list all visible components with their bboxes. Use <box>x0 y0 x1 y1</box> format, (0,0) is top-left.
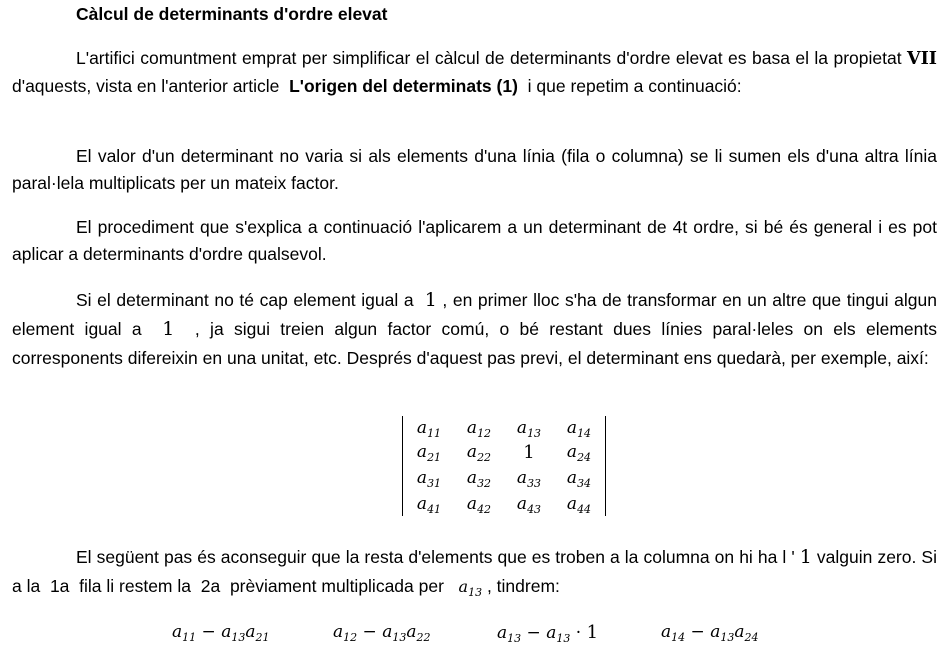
p5-text-b: valguin zero. Si a la <box>12 547 937 596</box>
matrix-cell <box>455 494 503 516</box>
matrix-cell <box>505 494 553 516</box>
expr-subscript: 13 <box>507 632 522 645</box>
expr-term: 1 <box>586 622 599 643</box>
matrix-cell-base: a <box>566 468 578 488</box>
matrix-cell-base: 1 <box>523 442 535 463</box>
expr-operator: · <box>570 623 587 643</box>
matrix-cell-subscript: 34 <box>577 477 592 490</box>
expr-term: a <box>497 623 508 643</box>
matrix-cell <box>555 418 603 440</box>
matrix-cell-subscript: 14 <box>577 427 592 440</box>
determinant-matrix <box>402 416 606 516</box>
expr-operator: − <box>685 622 711 642</box>
paragraph-4 <box>12 286 937 373</box>
number-one: 1 <box>799 546 812 568</box>
matrix-cell-base: a <box>566 418 578 438</box>
article-link[interactable]: L'origen del determinats (1) <box>289 76 518 96</box>
roman-numeral: VII <box>907 49 937 69</box>
expression <box>172 622 269 644</box>
matrix-cell-base: a <box>516 494 528 514</box>
matrix-cell-base: a <box>516 468 528 488</box>
matrix-cell-subscript: 31 <box>427 477 442 490</box>
expr-term: a <box>546 623 557 643</box>
expr-term: a <box>382 622 393 642</box>
matrix-cell-base: a <box>466 418 478 438</box>
expr-subscript: 22 <box>416 631 431 644</box>
matrix-cell-subscript: 24 <box>577 451 592 464</box>
number-one: 1 <box>162 318 175 340</box>
paragraph-3: El procediment que s'explica a continuació l'aplicarem a un determinant de 4t ordre, si bé és general i es pot aplicar a determinants d'ordre qualsevol. <box>12 217 937 264</box>
expr-subscript: 13 <box>556 632 571 645</box>
matrix-cell-subscript: 12 <box>477 427 492 440</box>
matrix-cell <box>555 494 603 516</box>
factor-a13: $a_{13}$ <box>458 577 483 599</box>
expr-term: a <box>172 622 183 642</box>
expr-term: a <box>245 622 256 642</box>
p1-text-c: i que repetim a continuació: <box>527 76 742 96</box>
matrix-cell-base: a <box>466 442 478 462</box>
matrix-cell <box>405 468 453 490</box>
matrix-cell-base: a <box>466 494 478 514</box>
expression <box>661 622 758 644</box>
matrix-cell-subscript: 22 <box>477 451 492 464</box>
matrix-cell <box>555 468 603 490</box>
paragraph-2: El valor d'un determinant no varia si als elements d'una línia (fila o columna) se li sumen els d'una altra línia paral·lela multiplicats per un mateix factor. <box>12 146 937 193</box>
matrix-cell <box>405 442 453 464</box>
expr-term: a <box>333 622 344 642</box>
matrix-cell-base: a <box>416 442 428 462</box>
expr-subscript: 21 <box>255 631 270 644</box>
expr-term: a <box>734 622 745 642</box>
p1-text-a: L'artifici comuntment emprat per simplificar el càlcul de determinants d'ordre elevat es basa el la propietat <box>76 48 902 68</box>
p5-text-c: fila li restem la <box>79 576 191 596</box>
matrix-cell-base: a <box>416 418 428 438</box>
paragraph-1 <box>12 45 937 100</box>
matrix-cell-subscript: 32 <box>477 477 492 490</box>
matrix-cell <box>455 442 503 464</box>
expr-subscript: 14 <box>671 631 686 644</box>
p4-text-a: Si el determinant no té cap element igual a <box>76 290 414 310</box>
paragraph-5 <box>12 543 937 607</box>
expr-operator: − <box>521 623 547 643</box>
p1-text-b: d'aquests, vista en l'anterior article <box>12 76 280 96</box>
expr-term: a <box>661 622 672 642</box>
p5-text-d: prèviament multiplicada per <box>229 576 444 596</box>
row-ref-2a: 2a <box>200 576 221 596</box>
expr-subscript: 24 <box>744 631 759 644</box>
expr-subscript: 13 <box>720 631 735 644</box>
matrix-cell <box>505 418 553 440</box>
expr-subscript: 11 <box>182 631 197 644</box>
expr-subscript: 13 <box>231 631 246 644</box>
expr-operator: − <box>196 622 222 642</box>
matrix-cell-subscript: 11 <box>427 427 442 440</box>
p5-text-a: El següent pas és aconseguir que la resta d'elements que es troben a la columna on hi ha l ' <box>76 547 795 567</box>
matrix-cell-base: a <box>416 468 428 488</box>
matrix-cell-subscript: 13 <box>527 427 542 440</box>
p4-text-c: , ja sigui treien algun factor comú, o bé restant dues línies paral·leles on els elements corresponents difereixin en una unitat, etc. Després d'aquest pas previ, el determinant ens quedarà, per exemple, així: <box>12 319 937 368</box>
p4-text-b: , en primer lloc s'ha de transformar en un altre que tingui algun element igual a <box>12 290 937 339</box>
matrix-cell-base: a <box>466 468 478 488</box>
page-title: Càlcul de determinants d'ordre elevat <box>76 4 388 24</box>
matrix-cell-subscript: 41 <box>427 503 442 516</box>
matrix-cell <box>555 442 603 464</box>
expression <box>333 622 430 644</box>
matrix-cell <box>405 494 453 516</box>
expr-term: a <box>710 622 721 642</box>
matrix-cell-base: a <box>566 494 578 514</box>
p5-text-e: , tindrem: <box>486 576 560 596</box>
matrix-cell-subscript: 42 <box>477 503 492 516</box>
number-one: 1 <box>424 289 437 311</box>
expr-operator: − <box>357 622 383 642</box>
matrix-cell <box>455 418 503 440</box>
matrix-cell-subscript: 33 <box>527 477 542 490</box>
matrix-cell-subscript: 43 <box>527 503 542 516</box>
matrix-cell-subscript: 21 <box>427 451 442 464</box>
expr-term: a <box>221 622 232 642</box>
matrix-cell <box>405 418 453 440</box>
matrix-cell <box>505 468 553 490</box>
expr-term: a <box>406 622 417 642</box>
matrix-cell <box>505 442 553 463</box>
matrix-cell-subscript: 44 <box>577 503 592 516</box>
matrix-cell-base: a <box>416 494 428 514</box>
expr-subscript: 12 <box>343 631 358 644</box>
matrix-cell <box>455 468 503 490</box>
matrix-cell-base: a <box>566 442 578 462</box>
expression <box>497 622 598 645</box>
expr-subscript: 13 <box>392 631 407 644</box>
row-ref-1a: 1a <box>49 576 70 596</box>
matrix-cell-base: a <box>516 418 528 438</box>
